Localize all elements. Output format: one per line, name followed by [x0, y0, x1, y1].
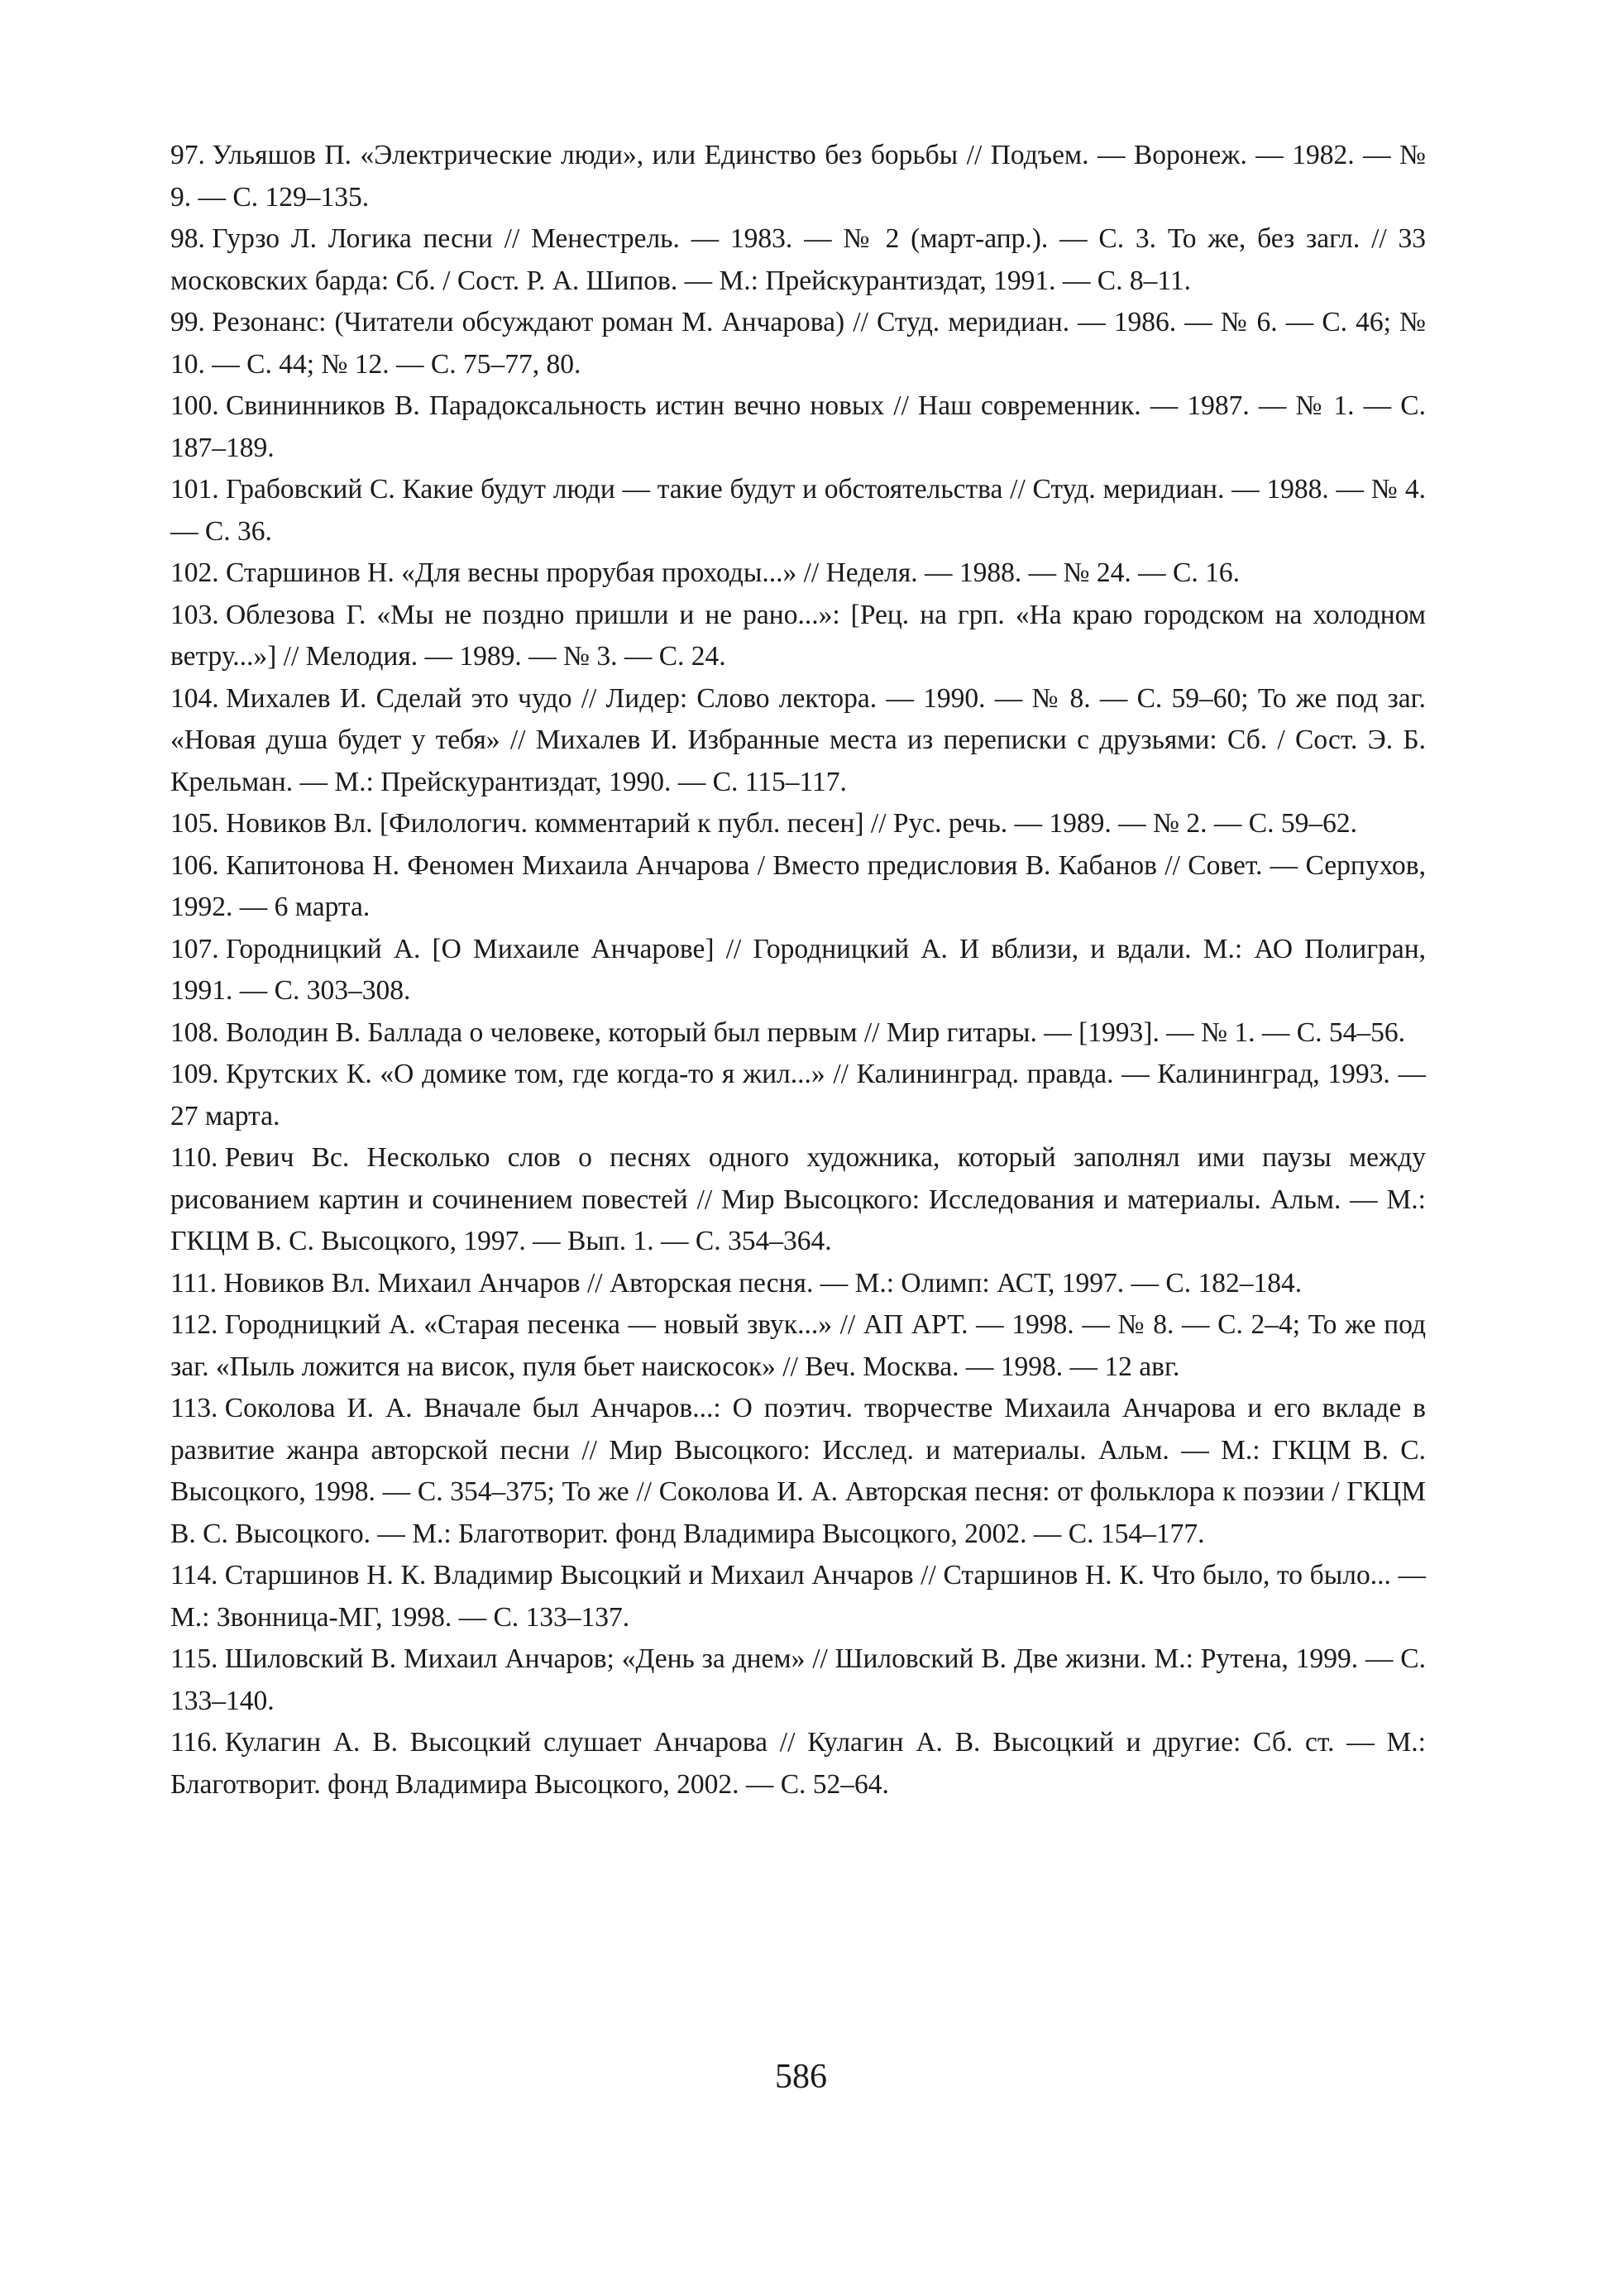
entry-number: 113.: [170, 1393, 218, 1423]
entry-number: 112.: [170, 1309, 218, 1340]
entry-number: 103.: [170, 599, 219, 630]
entry-text: Шиловский В. Михаил Анчаров; «День за днем» // Шиловский В. Две жизни. М.: Рутена, 1999. — С. 133–140.: [170, 1643, 1426, 1716]
entry-number: 100.: [170, 390, 219, 421]
bibliography-entry: [170, 1555, 1426, 1638]
entry-number: 101.: [170, 474, 219, 505]
entry-text: Крутских К. «О домике том, где когда-то я жил...» // Калининград. правда. — Калининград, 1993. — 27 марта.: [170, 1059, 1426, 1131]
bibliography-entry: [170, 1263, 1426, 1305]
entry-text: Володин В. Баллада о человеке, который был первым // Мир гитары. — [1993]. — № 1. — С. 54–56.: [226, 1016, 1406, 1048]
entry-number: 114.: [170, 1560, 218, 1590]
entry-text: Резонанс: (Читатели обсуждают роман М. Анчарова) // Студ. меридиан. — 1986. — № 6. — С. 46; № 10. — С. 44; № 12. — С. 75–77, 80.: [170, 307, 1426, 380]
bibliography-entry: [170, 1054, 1426, 1137]
entry-text: Соколова И. А. Вначале был Анчаров...: О поэтич. творчестве Михаила Анчарова и его вкладе в развитие жанра авторской песни // Мир Высоцкого: Исслед. и материалы. Альм. — М.: ГКЦМ В. С. Высоцкого, 1998. — С. 354–375; То же // Соколова И. А. Авторская песня: от фольклора к поэзии / ГКЦМ В. С. Высоцкого. — М.: Благотворит. фонд Владимира Высоцкого, 2002. — С. 154–177.: [170, 1393, 1426, 1549]
entry-number: 107.: [170, 933, 219, 964]
bibliography-entry: [170, 302, 1426, 385]
bibliography-list: [170, 135, 1426, 1806]
entry-number: 116.: [170, 1727, 218, 1758]
page-number: 586: [775, 2058, 827, 2096]
entry-text: Грабовский С. Какие будут люди — такие будут и обстоятельства // Студ. меридиан. — 1988. — № 4. — С. 36.: [170, 474, 1426, 547]
bibliography-entry: [170, 678, 1426, 804]
entry-text: Новиков Вл. Михаил Анчаров // Авторская песня. — М.: Олимп: АСТ, 1997. — С. 182–184.: [223, 1267, 1303, 1299]
entry-number: 102.: [170, 557, 219, 588]
entry-number: 104.: [170, 682, 219, 714]
entry-text: Городницкий А. [О Михаиле Анчарове] // Городницкий А. И вблизи, и вдали. М.: АО Полигран, 1991. — С. 303–308.: [170, 933, 1426, 1006]
bibliography-entry: [170, 135, 1426, 218]
entry-text: Гурзо Л. Логика песни // Менестрель. — 1983. — № 2 (март-апр.). — С. 3. То же, без загл. // 33 московских барда: Сб. / Сост. Р. А. Шипов. — М.: Прейскурантиздат, 1991. — С. 8–11.: [170, 223, 1426, 296]
bibliography-entry: [170, 1722, 1426, 1806]
entry-text: Ульяшов П. «Электрические люди», или Единство без борьбы // Подъем. — Воронеж. — 1982. — № 9. — С. 129–135.: [170, 140, 1426, 213]
entry-text: Старшинов Н. «Для весны прорубая проходы...» // Неделя. — 1988. — № 24. — С. 16.: [226, 557, 1240, 588]
bibliography-entry: [170, 218, 1426, 302]
bibliography-entry: [170, 469, 1426, 552]
bibliography-entry: [170, 595, 1426, 678]
entry-number: 115.: [170, 1643, 218, 1674]
bibliography-entry: [170, 385, 1426, 469]
entry-number: 108.: [170, 1016, 219, 1048]
entry-number: 98.: [170, 223, 205, 254]
entry-number: 111.: [170, 1267, 218, 1299]
entry-text: Городницкий А. «Старая песенка — новый звук...» // АП АРТ. — 1998. — № 8. — С. 2–4; То же под заг. «Пыль ложится на висок, пуля бьет наискосок» // Веч. Москва. — 1998. — 12 авг.: [170, 1309, 1426, 1382]
entry-text: Новиков Вл. [Филологич. комментарий к публ. песен] // Рус. речь. — 1989. — № 2. — С. 59–62.: [226, 808, 1357, 839]
bibliography-entry: [170, 1388, 1426, 1555]
entry-number: 97.: [170, 140, 205, 170]
bibliography-entry: [170, 845, 1426, 929]
bibliography-entry: [170, 929, 1426, 1012]
entry-text: Ревич Вс. Несколько слов о песнях одного художника, который заполнял ими паузы между рисованием картин и сочинением повестей // Мир Высоцкого: Исследования и материалы. Альм. — М.: ГКЦМ В. С. Высоцкого, 1997. — Вып. 1. — С. 354–364.: [170, 1142, 1426, 1256]
entry-number: 99.: [170, 307, 205, 337]
entry-number: 109.: [170, 1059, 219, 1089]
entry-text: Облезова Г. «Мы не поздно пришли и не рано...»: [Рец. на грп. «На краю городском на холодном ветру...»] // Мелодия. — 1989. — № 3. — С. 24.: [170, 599, 1426, 672]
entry-number: 110.: [170, 1142, 218, 1173]
entry-text: Капитонова Н. Феномен Михаила Анчарова / Вместо предисловия В. Кабанов // Совет. — Серпухов, 1992. — 6 марта.: [170, 849, 1426, 922]
bibliography-entry: [170, 1137, 1426, 1263]
bibliography-entry: [170, 1638, 1426, 1722]
bibliography-entry: [170, 1304, 1426, 1388]
entry-number: 105.: [170, 808, 219, 839]
entry-number: 106.: [170, 849, 219, 881]
entry-text: Кулагин А. В. Высоцкий слушает Анчарова // Кулагин А. В. Высоцкий и другие: Сб. ст. — М.: Благотворит. фонд Владимира Высоцкого, 2002. — С. 52–64.: [170, 1727, 1426, 1800]
bibliography-entry: [170, 803, 1426, 845]
entry-text: Свининников В. Парадоксальность истин вечно новых // Наш современник. — 1987. — № 1. — С. 187–189.: [170, 390, 1426, 463]
entry-text: Михалев И. Сделай это чудо // Лидер: Слово лектора. — 1990. — № 8. — С. 59–60; То же под заг. «Новая душа будет у тебя» // Михалев И. Избранные места из переписки с друзьями: Сб. / Сост. Э. Б. Крельман. — М.: Прейскурантиздат, 1990. — С. 115–117.: [170, 682, 1426, 797]
bibliography-entry: [170, 1012, 1426, 1055]
bibliography-entry: [170, 552, 1426, 595]
entry-text: Старшинов Н. К. Владимир Высоцкий и Михаил Анчаров // Старшинов Н. К. Что было, то было... — М.: Звонница-МГ, 1998. — С. 133–137.: [170, 1560, 1426, 1633]
